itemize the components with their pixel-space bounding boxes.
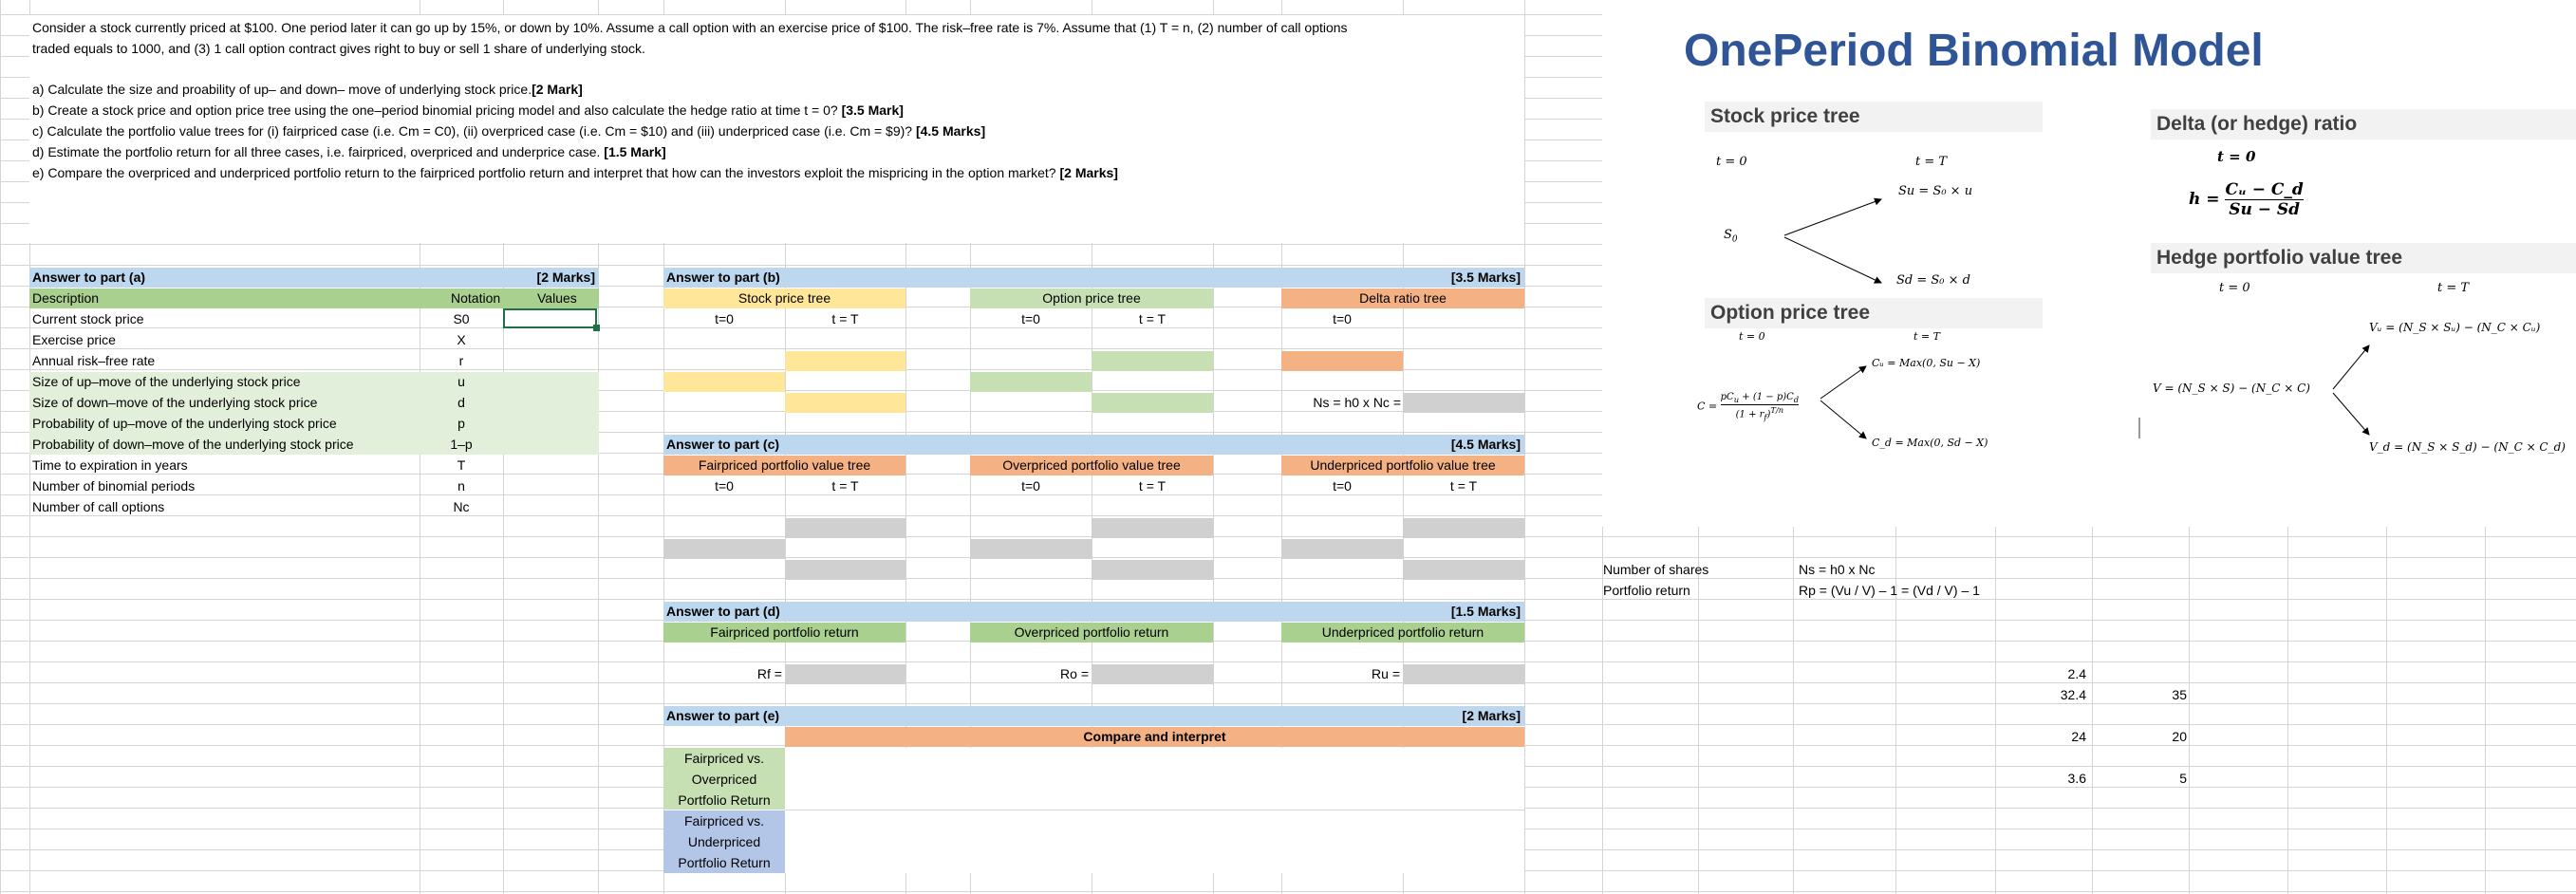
model-hedge-title: Hedge portfolio value tree	[2151, 243, 2576, 273]
row-notation: 1–p	[450, 437, 473, 452]
question-a: a) Calculate the size and proability of up– and down– move of underlying stock price.[2 Mark]	[32, 82, 583, 97]
c-fair-v0-cell[interactable]	[663, 539, 785, 559]
model-title: OnePeriod Binomial Model	[1684, 26, 2264, 76]
fair-vs-over-answer[interactable]	[785, 748, 1524, 810]
model-c-formula: C = $pC_u + (1 - p)C_d$ $(1 + r_f)^{T/n}$	[1697, 392, 1800, 422]
b-option-cd-cell[interactable]	[1092, 393, 1213, 413]
b-stock-sd-cell[interactable]	[785, 393, 905, 413]
portfolio-return-label: Portfolio return	[1603, 583, 1690, 598]
model-v-eq: V = (N_S × S) − (N_C × C)	[2153, 382, 2310, 395]
model-option-t0: t = 0	[1739, 330, 1765, 343]
row-description: Size of down–move of the underlying stock price	[32, 395, 318, 410]
c-fair-tT: t = T	[831, 478, 859, 494]
num-shares-formula: Ns = h0 x Nc	[1799, 562, 1876, 577]
rf-label: Rf =	[756, 666, 782, 681]
b-delta-h0-cell[interactable]	[1281, 351, 1403, 371]
ns-label: Ns = h0 x Nc =	[1313, 395, 1401, 410]
problem-line-2: traded equals to 1000, and (3) 1 call option contract gives right to buy or sell 1 share of underlying stock.	[32, 41, 645, 56]
under-return-label: Underpriced portfolio return	[1281, 623, 1524, 643]
ro-value-cell[interactable]	[1092, 664, 1213, 684]
row-value-cell[interactable]	[503, 476, 598, 496]
b-option-t0: t=0	[1021, 311, 1040, 326]
model-stock-tT: t = T	[1915, 155, 1948, 169]
b-stock-s0-cell[interactable]	[663, 372, 785, 392]
row-value-cell[interactable]	[503, 351, 598, 371]
model-option-tT: t = T	[1913, 330, 1940, 343]
model-hedge-tT: t = T	[2437, 281, 2470, 295]
row-value-cell[interactable]	[503, 435, 598, 455]
over-return-label: Overpriced portfolio return	[970, 623, 1213, 643]
row-notation: T	[457, 457, 466, 473]
c-fair-vu-cell[interactable]	[785, 518, 905, 538]
part-c-header: Answer to part (c) [4.5 Marks]	[663, 435, 1524, 455]
ru-value-cell[interactable]	[1403, 664, 1524, 684]
row-description: Current stock price	[32, 311, 144, 326]
value-35[interactable]: 35	[2172, 687, 2187, 702]
c-over-vd-cell[interactable]	[1092, 560, 1213, 580]
value-5[interactable]: 5	[2179, 771, 2187, 786]
c-over-vu-cell[interactable]	[1092, 518, 1213, 538]
b-stock-tT: t = T	[831, 311, 859, 326]
c-fair-vd-cell[interactable]	[785, 560, 905, 580]
c-over-v0-cell[interactable]	[970, 539, 1092, 559]
model-h-formula: h = $\frac{\text{Cᵤ − C\_d}}{Su - Sd}$	[2189, 180, 2304, 219]
b-option-c0-cell[interactable]	[970, 372, 1092, 392]
row-description: Exercise price	[32, 332, 116, 347]
question-e: e) Compare the overpriced and underpriced portfolio return to the fairpriced portfolio return and interpret that how can the investors exploit the mispricing in the option market? [2 Marks]	[32, 165, 1118, 180]
fair-tree-label: Fairpriced portfolio value tree	[663, 456, 905, 475]
row-notation: n	[457, 478, 465, 494]
col-values: Values	[537, 290, 577, 306]
part-a-columns	[29, 289, 599, 308]
part-d-header: Answer to part (d) [1.5 Marks]	[663, 602, 1524, 622]
row-value-cell[interactable]	[503, 372, 598, 392]
question-b: b) Create a stock price and option price tree using the one–period binomial pricing model and also calculate the hedge ratio at time t = 0? [3.5 Mark]	[32, 102, 904, 118]
c-over-tT: t = T	[1138, 478, 1167, 494]
ru-label: Ru =	[1372, 666, 1400, 681]
b-option-cu-cell[interactable]	[1092, 351, 1213, 371]
ns-value-cell[interactable]	[1403, 393, 1524, 413]
b-delta-t0: t=0	[1333, 311, 1352, 326]
model-hedge-t0: t = 0	[2219, 281, 2250, 295]
option-price-tree-label: Option price tree	[970, 289, 1213, 308]
model-stock-t0: t = 0	[1716, 155, 1747, 169]
c-under-vu-cell[interactable]	[1403, 518, 1524, 538]
row-notation: X	[457, 332, 466, 347]
row-notation: S0	[453, 311, 470, 326]
stock-price-tree-label: Stock price tree	[663, 289, 905, 308]
fair-vs-under-answer[interactable]	[785, 810, 1524, 873]
over-tree-label: Overpriced portfolio value tree	[970, 456, 1213, 475]
b-stock-t0: t=0	[715, 311, 734, 326]
model-delta-title: Delta (or hedge) ratio	[2151, 109, 2576, 140]
row-description: Time to expiration in years	[32, 457, 188, 473]
c-under-tT: t = T	[1449, 478, 1478, 494]
row-value-cell[interactable]	[503, 330, 598, 350]
fair-return-label: Fairpriced portfolio return	[663, 623, 905, 643]
row-value-cell[interactable]	[503, 414, 598, 434]
model-cd: C_d = Max(0, Sd − X)	[1872, 437, 1988, 449]
row-value-cell[interactable]	[503, 393, 598, 413]
c-over-t0: t=0	[1021, 478, 1040, 494]
model-stock-tree-title: Stock price tree	[1705, 102, 2043, 132]
num-shares-label: Number of shares	[1603, 562, 1709, 577]
b-stock-su-cell[interactable]	[785, 351, 905, 371]
c-under-v0-cell[interactable]	[1281, 539, 1403, 559]
value-3-6[interactable]: 3.6	[2067, 771, 2086, 786]
model-option-tree-title: Option price tree	[1705, 298, 2043, 328]
fair-vs-under-label: Fairpriced vs. Underpriced Portfolio Return	[663, 810, 785, 873]
compare-interpret-label: Compare and interpret	[785, 727, 1524, 747]
problem-line-1: Consider a stock currently priced at $100. One period later it can go up by 15%, or down by 10%. Assume a call option with an exercise price of $100. The risk–free rate is 7%. Assume that (1) T = n, (2) number of call options	[32, 20, 1348, 35]
c-under-t0: t=0	[1333, 478, 1352, 494]
selected-cell[interactable]	[503, 308, 597, 328]
c-fair-t0: t=0	[715, 478, 734, 494]
ro-label: Ro =	[1060, 666, 1089, 681]
row-notation: r	[458, 353, 464, 368]
part-b-header: Answer to part (b) [3.5 Marks]	[663, 268, 1524, 288]
row-notation: Nc	[453, 499, 470, 514]
model-s0: $S_0$	[1724, 228, 1738, 245]
fill-handle[interactable]	[593, 325, 600, 331]
col-notation: Notation	[451, 290, 501, 306]
model-vd-eq: V_d = (N_S × S_d) − (N_C × C_d)	[2369, 440, 2566, 454]
row-description: Probability of up–move of the underlying stock price	[32, 416, 337, 431]
value-2-4[interactable]: 2.4	[2067, 666, 2086, 681]
col-description: Description	[32, 290, 100, 306]
row-description: Number of binomial periods	[32, 478, 196, 494]
question-c: c) Calculate the portfolio value trees for (i) fairpriced case (i.e. Cm = C0), (ii) overpriced case (i.e. Cm = $10) and (iii) underpriced case (i.e. Cm = $9)? [4.5 Marks]	[32, 123, 986, 139]
fair-vs-over-label: Fairpriced vs. Overpriced Portfolio Return	[663, 748, 785, 810]
b-option-tT: t = T	[1138, 311, 1167, 326]
model-su: Su = S₀ × u	[1898, 184, 1973, 198]
value-24[interactable]: 24	[2071, 729, 2086, 744]
part-a-header: Answer to part (a) [2 Marks]	[29, 268, 599, 288]
under-tree-label: Underpriced portfolio value tree	[1281, 456, 1524, 475]
row-description: Annual risk–free rate	[32, 353, 156, 368]
part-e-header: Answer to part (e) [2 Marks]	[663, 706, 1524, 726]
value-32-4[interactable]: 32.4	[2060, 687, 2086, 702]
question-d: d) Estimate the portfolio return for all three cases, i.e. fairpriced, overpriced and underprice case. [1.5 Mark]	[32, 144, 666, 159]
model-cu: Cᵤ = Max(0, Su − X)	[1872, 357, 1981, 369]
row-value-cell[interactable]	[503, 497, 598, 517]
row-notation: p	[457, 416, 465, 431]
model-delta-t0: t = 0	[2217, 148, 2256, 165]
model-sd: Sd = S₀ × d	[1896, 273, 1970, 288]
row-value-cell[interactable]	[503, 456, 598, 475]
row-description: Size of up–move of the underlying stock price	[32, 374, 301, 389]
model-image	[1602, 0, 2576, 527]
value-20[interactable]: 20	[2172, 729, 2187, 744]
portfolio-return-formula: Rp = (Vu / V) – 1 = (Vd / V) – 1	[1799, 583, 1980, 598]
row-description: Probability of down–move of the underlying stock price	[32, 437, 354, 452]
row-notation: d	[457, 395, 465, 410]
rf-value-cell[interactable]	[785, 664, 905, 684]
delta-ratio-tree-label: Delta ratio tree	[1281, 289, 1524, 308]
c-under-vd-cell[interactable]	[1403, 560, 1524, 580]
model-vu-eq: Vᵤ = (N_S × Sᵤ) − (N_C × Cᵤ)	[2369, 321, 2541, 334]
row-notation: u	[457, 374, 465, 389]
row-description: Number of call options	[32, 499, 165, 514]
